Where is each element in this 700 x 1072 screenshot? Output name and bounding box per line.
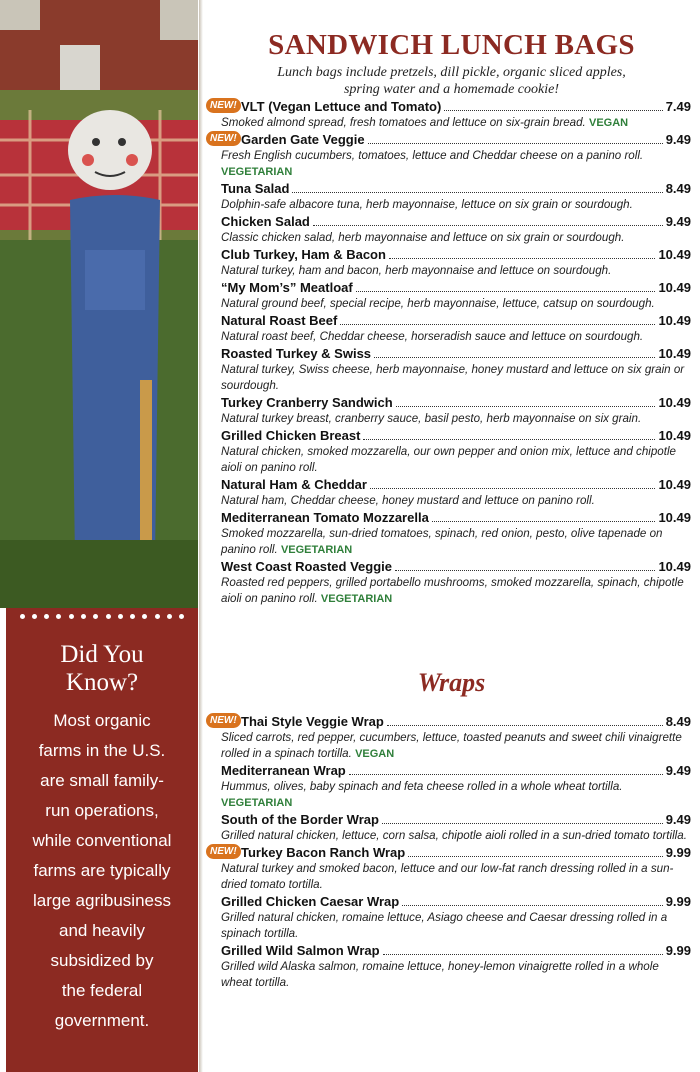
item-name: South of the Border Wrap xyxy=(221,812,379,827)
item-description xyxy=(221,444,691,476)
sandwich-subtitle xyxy=(203,64,700,98)
dot-leader xyxy=(432,521,656,522)
item-name: Grilled Chicken Caesar Wrap xyxy=(221,894,400,909)
did-line: are small family- xyxy=(40,771,164,790)
menu-item xyxy=(221,345,691,394)
item-name-line xyxy=(221,279,691,296)
item-price: 9.99 xyxy=(665,943,691,958)
item-description-text: Natural turkey, Swiss cheese, herb mayonnaise, honey mustard and lettuce on six grain or sourdough. xyxy=(221,363,685,392)
new-badge: NEW! xyxy=(206,713,241,728)
dot-leader xyxy=(368,143,663,144)
item-name-line xyxy=(221,394,691,411)
dot-leader xyxy=(395,570,655,571)
did-title-line1: Did You xyxy=(60,641,144,668)
item-name: Roasted Turkey & Swiss xyxy=(221,346,372,361)
menu-item xyxy=(210,713,691,762)
item-description xyxy=(221,115,691,131)
item-name-line xyxy=(221,213,691,230)
left-panel xyxy=(0,0,198,1072)
item-name-line xyxy=(221,345,691,362)
dot-leader xyxy=(408,856,662,857)
menu-item xyxy=(221,427,691,476)
item-name-line xyxy=(221,427,691,444)
item-price: 10.49 xyxy=(658,313,691,328)
item-name: Mediterranean Tomato Mozzarella xyxy=(221,510,429,525)
item-description-text: Natural roast beef, Cheddar cheese, horseradish sauce and lettuce on sourdough. xyxy=(221,330,644,343)
item-name: Mediterranean Wrap xyxy=(221,763,346,778)
subtitle-line1: Lunch bags include pretzels, dill pickle, organic sliced apples, xyxy=(277,65,626,80)
item-price: 9.49 xyxy=(665,763,691,778)
item-description xyxy=(221,362,691,394)
dotted-border xyxy=(6,608,198,619)
item-price: 10.49 xyxy=(658,280,691,295)
item-description-text: Smoked mozzarella, sun-dried tomatoes, spinach, red onion, pesto, olive tapenade on panino roll. xyxy=(221,527,663,556)
item-price: 10.49 xyxy=(658,477,691,492)
item-description xyxy=(221,148,691,180)
item-name-line xyxy=(221,246,691,263)
item-name: Natural Ham & Cheddar xyxy=(221,477,367,492)
item-name: Tuna Salad xyxy=(221,181,290,196)
item-price: 10.49 xyxy=(658,395,691,410)
menu-item xyxy=(221,394,691,427)
menu-item xyxy=(221,942,691,991)
item-price: 10.49 xyxy=(658,428,691,443)
wraps-section-title: Wraps xyxy=(417,668,486,697)
new-badge: NEW! xyxy=(206,844,241,859)
item-name-line xyxy=(221,98,691,115)
item-price: 9.99 xyxy=(665,894,691,909)
new-badge: NEW! xyxy=(206,98,241,113)
item-name-line xyxy=(221,942,691,959)
item-name: Garden Gate Veggie xyxy=(241,132,365,147)
item-name: VLT (Vegan Lettuce and Tomato) xyxy=(241,99,442,114)
item-description-text: Classic chicken salad, herb mayonnaise and lettuce on six grain or sourdough. xyxy=(221,231,625,244)
menu-item xyxy=(221,476,691,509)
item-price: 8.49 xyxy=(665,714,691,729)
item-description xyxy=(221,263,691,279)
item-description xyxy=(221,411,691,427)
item-price: 9.99 xyxy=(665,845,691,860)
item-description xyxy=(221,296,691,312)
menu-item xyxy=(221,246,691,279)
item-description-text: Natural chicken, smoked mozzarella, our own pepper and onion mix, lettuce and chipotle aioli on panino roll. xyxy=(221,445,676,474)
dot-leader xyxy=(363,439,655,440)
item-price: 8.49 xyxy=(665,181,691,196)
diet-tag: VEGAN xyxy=(355,748,395,760)
item-description-text: Grilled wild Alaska salmon, romaine lettuce, honey-lemon vinaigrette rolled in a whole wheat tortilla. xyxy=(221,960,659,989)
dot-leader xyxy=(313,225,663,226)
did-you-know-text xyxy=(6,706,198,1036)
item-description xyxy=(221,197,691,213)
dot-leader xyxy=(396,406,656,407)
menu-item xyxy=(221,762,691,811)
did-line: government. xyxy=(54,1011,150,1030)
item-name-line xyxy=(221,312,691,329)
dot-leader xyxy=(349,774,663,775)
item-description-text: Smoked almond spread, fresh tomatoes and lettuce on six-grain bread. xyxy=(221,116,586,129)
item-description-text: Natural turkey and smoked bacon, lettuce and our low-fat ranch dressing rolled in a sun-dried tomato tortilla. xyxy=(221,862,674,891)
item-price: 9.49 xyxy=(665,812,691,827)
menu-item xyxy=(210,98,691,131)
item-description xyxy=(221,575,691,607)
item-description-text: Natural turkey, ham and bacon, herb mayonnaise and lettuce on sourdough. xyxy=(221,264,612,277)
item-name: Natural Roast Beef xyxy=(221,313,338,328)
item-name: West Coast Roasted Veggie xyxy=(221,559,392,574)
did-you-know-title xyxy=(6,641,198,697)
item-price: 10.49 xyxy=(658,510,691,525)
new-badge: NEW! xyxy=(206,131,241,146)
did-line: farms in the U.S. xyxy=(38,741,166,760)
item-price: 7.49 xyxy=(665,99,691,114)
item-description xyxy=(221,329,691,345)
menu-item xyxy=(221,811,691,844)
item-name-line xyxy=(221,893,691,910)
did-line: large agribusiness xyxy=(33,891,171,910)
did-line: the federal xyxy=(61,981,143,1000)
menu-item xyxy=(221,180,691,213)
item-price: 9.49 xyxy=(665,132,691,147)
item-description-text: Natural turkey breast, cranberry sauce, basil pesto, herb mayonnaise on six grain. xyxy=(221,412,642,425)
item-description-text: Grilled natural chicken, romaine lettuce, Asiago cheese and Caesar dressing rolled in a spinach tortilla. xyxy=(221,911,668,940)
item-name-line xyxy=(221,509,691,526)
dot-leader xyxy=(356,291,656,292)
dot-leader xyxy=(444,110,662,111)
did-line: and heavily xyxy=(58,921,145,940)
diet-tag: VEGETARIAN xyxy=(221,797,293,809)
diet-tag: VEGETARIAN xyxy=(280,544,353,556)
did-you-know-box xyxy=(6,608,198,1072)
item-price: 9.49 xyxy=(665,214,691,229)
item-description-text: Dolphin-safe albacore tuna, herb mayonnaise, lettuce on six grain or sourdough. xyxy=(221,198,633,211)
item-name: “My Mom’s” Meatloaf xyxy=(221,280,353,295)
item-description xyxy=(221,230,691,246)
item-name-line xyxy=(221,762,691,779)
scarecrow-photo xyxy=(0,0,198,608)
did-title-line2: Know? xyxy=(65,669,139,696)
dot-leader xyxy=(340,324,655,325)
item-description xyxy=(221,493,691,509)
menu-item xyxy=(210,844,691,893)
diet-tag: VEGAN xyxy=(589,117,629,129)
item-name-line xyxy=(221,131,691,148)
dot-leader xyxy=(383,954,663,955)
dot-leader xyxy=(389,258,656,259)
sandwich-section-title: SANDWICH LUNCH BAGS xyxy=(268,29,635,61)
item-description-text: Roasted red peppers, grilled portabello mushrooms, smoked mozzarella, spinach, chipotle aioli on panino roll. xyxy=(221,576,684,605)
item-name-line xyxy=(221,558,691,575)
menu-item xyxy=(221,558,691,607)
dot-leader xyxy=(370,488,656,489)
item-description xyxy=(221,910,691,942)
item-name-line xyxy=(221,844,691,861)
item-description xyxy=(221,828,691,844)
item-description-text: Fresh English cucumbers, tomatoes, lettuce and Cheddar cheese on a panino roll. xyxy=(221,149,644,162)
item-name-line xyxy=(221,180,691,197)
menu-item xyxy=(221,279,691,312)
menu-item xyxy=(221,893,691,942)
scarecrow-illustration xyxy=(0,0,198,608)
did-line: run operations, xyxy=(45,801,159,820)
menu-content xyxy=(203,0,700,1072)
menu-item xyxy=(221,509,691,558)
dot-leader xyxy=(292,192,662,193)
item-name: Turkey Cranberry Sandwich xyxy=(221,395,393,410)
item-price: 10.49 xyxy=(658,346,691,361)
menu-item xyxy=(221,312,691,345)
item-description-text: Hummus, olives, baby spinach and feta cheese rolled in a whole wheat tortilla. xyxy=(221,780,623,793)
did-line: while conventional xyxy=(32,831,172,850)
did-line: Most organic xyxy=(53,711,151,730)
diet-tag: VEGETARIAN xyxy=(221,166,293,178)
item-name: Thai Style Veggie Wrap xyxy=(241,714,384,729)
wraps-list xyxy=(210,713,691,991)
did-line: farms are typically xyxy=(33,861,171,880)
item-name: Club Turkey, Ham & Bacon xyxy=(221,247,386,262)
item-name-line xyxy=(221,811,691,828)
dot-leader xyxy=(374,357,655,358)
dot-leader xyxy=(402,905,662,906)
item-name-line xyxy=(221,713,691,730)
sandwich-list xyxy=(210,98,691,607)
item-description xyxy=(221,779,691,811)
item-price: 10.49 xyxy=(658,559,691,574)
item-name-line xyxy=(221,476,691,493)
menu-item xyxy=(210,131,691,180)
subtitle-line2: spring water and a homemade cookie! xyxy=(343,82,560,97)
item-name: Grilled Wild Salmon Wrap xyxy=(221,943,380,958)
did-line: subsidized by xyxy=(50,951,154,970)
item-name: Grilled Chicken Breast xyxy=(221,428,361,443)
item-name: Turkey Bacon Ranch Wrap xyxy=(241,845,406,860)
item-description-text: Natural ground beef, special recipe, herb mayonnaise, lettuce, catsup on sourdough. xyxy=(221,297,655,310)
menu-item xyxy=(221,213,691,246)
diet-tag: VEGETARIAN xyxy=(320,593,393,605)
item-description xyxy=(221,959,691,991)
dot-leader xyxy=(387,725,663,726)
item-description-text: Natural ham, Cheddar cheese, honey mustard and lettuce on panino roll. xyxy=(221,494,595,507)
item-description-text: Sliced carrots, red pepper, cucumbers, lettuce, toasted peanuts and sweet chili vinaigrette rolled in a spinach tortilla. xyxy=(221,731,682,760)
item-description-text: Grilled natural chicken, lettuce, corn salsa, chipotle aioli rolled in a sun-dried tomato tortilla. xyxy=(221,829,687,842)
item-description xyxy=(221,730,691,762)
item-description xyxy=(221,526,691,558)
dot-leader xyxy=(382,823,663,824)
item-description xyxy=(221,861,691,893)
item-price: 10.49 xyxy=(658,247,691,262)
item-name: Chicken Salad xyxy=(221,214,310,229)
